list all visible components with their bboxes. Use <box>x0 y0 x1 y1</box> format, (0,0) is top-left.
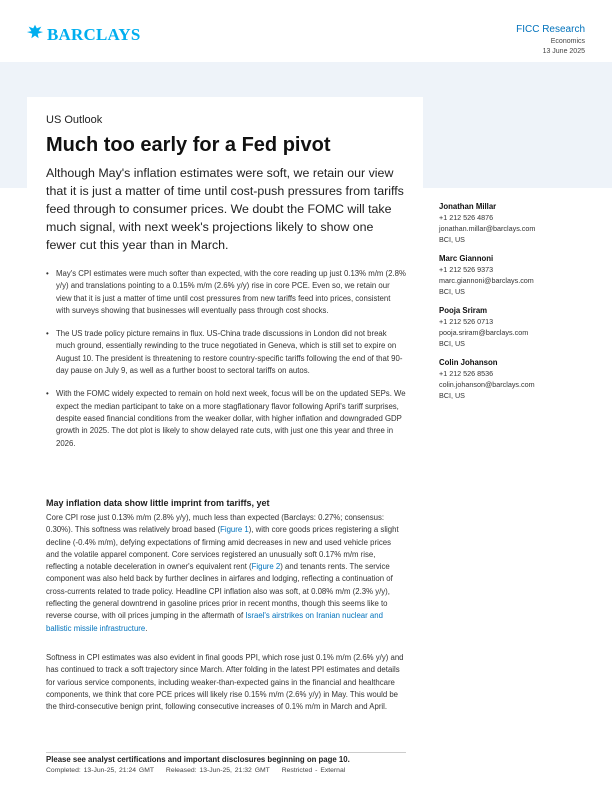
completed-time: Completed: 13-Jun-25, 21:24 GMT <box>46 767 155 774</box>
footer-meta <box>46 767 354 774</box>
analyst-name: Marc Giannoni <box>439 254 494 263</box>
disclosure-note: Please see analyst certifications and important disclosures beginning on page 10. <box>46 755 350 764</box>
analyst-card <box>439 305 599 349</box>
text-run: . <box>145 623 148 633</box>
analyst-email[interactable]: pooja.sriram@barclays.com <box>439 328 529 337</box>
text-run: ) and tenants rents. The service component was also held back by further declines in airfares and lodging, reflecting a continuation of cross-currents related to trade policy. Headline CPI inflation also was soft, at 0.08% m/m (2.3% y/y), reflecting the general downtrend in gasoline prices prior in recent months, though this seems like to reverse course, with oil prices jumping in the aftermath of <box>46 562 393 621</box>
bullet-item: • With the FOMC widely expected to remain on hold next week, focus will be on the updated SEPs. We expect the median participant to take on a more stagflationary flavor following April's tariff surprises, despite eased financial conditions from the weaker dollar, with higher inflation and downgraded GDP growth in 2025. The dot plot is likely to show delayed rate cuts, with just one this year and three in 2026. <box>46 388 406 449</box>
released-time: Released: 13-Jun-25, 21:32 GMT <box>165 767 270 774</box>
analyst-phone: +1 212 526 8536 <box>439 369 494 378</box>
barclays-logo <box>26 23 141 46</box>
analyst-name: Jonathan Millar <box>439 202 497 211</box>
analyst-entity: BCI, US <box>439 391 465 400</box>
analyst-name: Pooja Sriram <box>439 306 488 315</box>
figure-2-link[interactable]: Figure 2 <box>251 562 281 572</box>
section-heading: May inflation data show little imprint from tariffs, yet <box>46 498 270 508</box>
research-brand: FICC Research <box>516 24 585 35</box>
bullet-item: • May's CPI estimates were much softer than expected, with the core reading up just 0.13% m/m (2.8% y/y) and translations pointing to a 0.15% m/m (2.6% y/y) rise in core PCE. Even so, we retain our view that it is just a matter of time until cost pressures from new tariffs feed into prices, consistent with surveys showing that businesses will eventually pass through cost shocks. <box>46 268 406 317</box>
analyst-entity: BCI, US <box>439 235 465 244</box>
figure-1-link[interactable]: Figure 1 <box>220 525 249 535</box>
summary-dek: Although May's inflation estimates were soft, we retain our view that it is just a matter of time until cost-push pressures from tariffs feed through to consumer prices. We doubt the FOMC will take much signal, with next week's projections likely to show one fewer cut this year than in March. <box>46 166 404 252</box>
analyst-entity: BCI, US <box>439 339 465 348</box>
header-meta <box>516 24 585 57</box>
analyst-phone: +1 212 526 9373 <box>439 265 494 274</box>
analyst-card <box>439 253 599 297</box>
key-points <box>46 268 406 461</box>
analyst-email[interactable]: marc.giannoni@barclays.com <box>439 276 534 285</box>
analyst-name: Colin Johanson <box>439 358 498 367</box>
page-title: Much too early for a Fed pivot <box>46 134 331 156</box>
analyst-card <box>439 201 599 245</box>
text-run: ), with core goods prices registering a slight decline (-0.4% m/m), defying expectations of firming amid decreases in new and used vehicle prices and the volatile apparel component. Core services registered an unusually soft 0.17% m/m rise, reflecting a notable deceleration in owner's equivalent rent ( <box>46 525 399 572</box>
footer-divider <box>46 752 406 753</box>
bullet-item: • The US trade policy picture remains in flux. US-China trade discussions in London did not break much ground, essentially rewinding to the truce negotiated in Geneva, which is still set to expire on August 10. The president is threatening to restore country-specific tariffs following the end of that 90-day pause on July 9, as well as a further boost to sectoral tariffs on autos. <box>46 328 406 377</box>
analyst-phone: +1 212 526 0713 <box>439 317 494 326</box>
analyst-card <box>439 357 599 401</box>
text-run: Core CPI rose just 0.13% m/m (2.8% y/y), much less than expected (Barclays: 0.27%; consensus: 0.30%). This softness was relatively broad based ( <box>46 513 385 535</box>
analyst-entity: BCI, US <box>439 287 465 296</box>
analyst-email[interactable]: jonathan.millar@barclays.com <box>439 224 536 233</box>
eagle-icon <box>26 23 44 46</box>
analyst-phone: +1 212 526 4876 <box>439 213 494 222</box>
airstrikes-link[interactable]: Israel's airstrikes on Iranian nuclear and ballistic missile infrastructure <box>46 611 383 633</box>
body-paragraph-1 <box>46 512 406 635</box>
department: Economics <box>550 38 585 45</box>
publication-date: 13 June 2025 <box>542 47 585 55</box>
body-paragraph-2: Softness in CPI estimates was also evident in final goods PPI, which rose just 0.1% m/m (2.6% y/y) and has continued to track a soft trajectory since March. After folding in the latest PPI estimates and details for various service components, including weaker-than-expected gains in the financial and healthcare components, we think that core PCE prices will likely rise 0.15% m/m (2.6% y/y) in May. This would be the third-consecutive benign print, following consecutive increases of 0.1% m/m in March and April. <box>46 653 404 712</box>
restriction-label: Restricted - External <box>281 767 346 774</box>
logo-text: BARCLAYS <box>47 24 141 44</box>
analyst-email[interactable]: colin.johanson@barclays.com <box>439 380 535 389</box>
analyst-list <box>439 201 599 409</box>
kicker: US Outlook <box>46 114 103 126</box>
